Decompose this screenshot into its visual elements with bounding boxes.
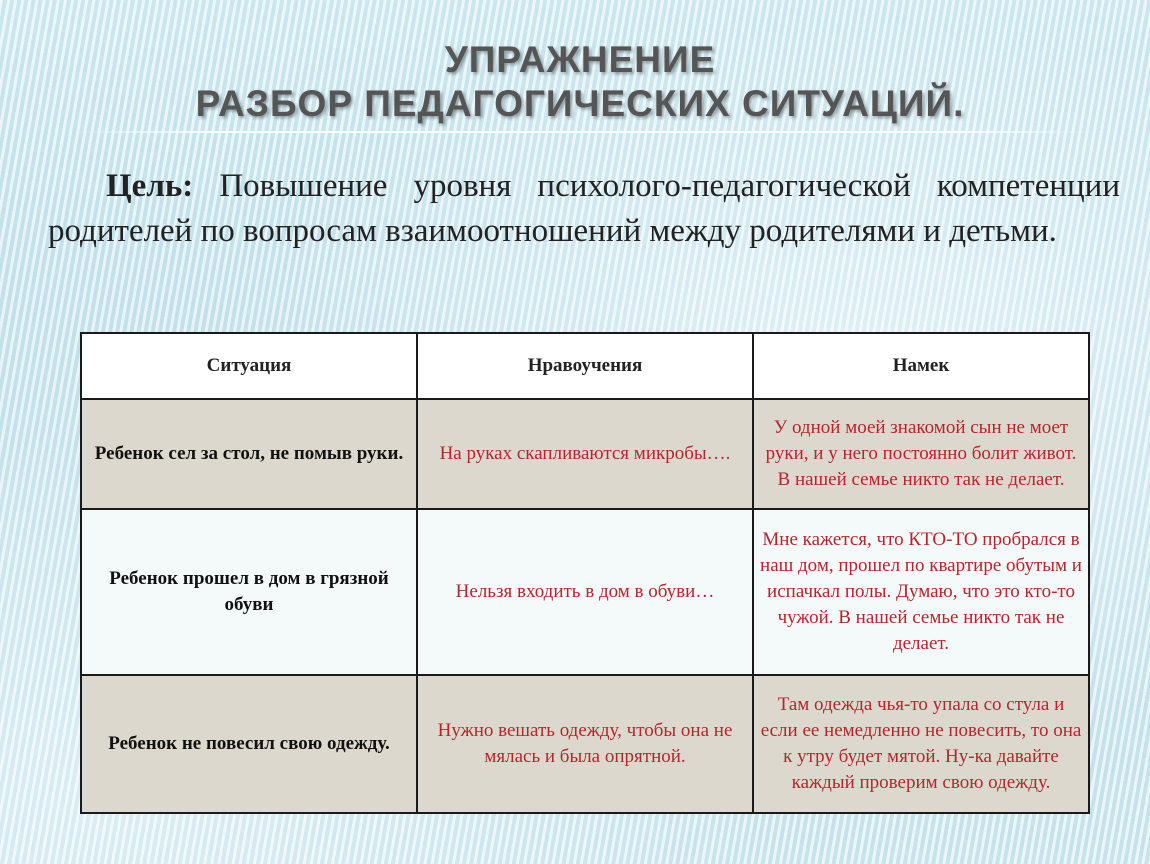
slide-title [120, 38, 1040, 126]
title-line-1: УПРАЖНЕНИЕ [444, 39, 716, 80]
situation-cell: Ребенок прошел в дом в грязной обуви [81, 509, 417, 675]
goal-label: Цель: [106, 168, 194, 204]
table-row [81, 399, 1089, 509]
moral-cell: Нужно вешать одежду, чтобы она не мялась и была опрятной. [417, 675, 753, 813]
title-line-2: РАЗБОР ПЕДАГОГИЧЕСКИХ СИТУАЦИЙ. [195, 83, 965, 124]
situation-cell: Ребенок не повесил свою одежду. [81, 675, 417, 813]
hint-cell: У одной моей знакомой сын не моет руки, и у него постоянно болит живот. В нашей семье никто так не делает. [753, 399, 1089, 509]
goal-text: Повышение уровня психолого-педагогической компетенции родителей по вопросам взаимоотношений между родителями и детьми. [48, 168, 1120, 249]
hint-cell: Мне кажется, что КТО-ТО пробрался в наш дом, прошел по квартире обутым и испачкал полы. Думаю, что это кто-то чужой. В нашей семье никто так не делает. [753, 509, 1089, 675]
situation-cell: Ребенок сел за стол, не помыв руки. [81, 399, 417, 509]
moral-cell: На руках скапливаются микробы…. [417, 399, 753, 509]
header-moral: Нравоучения [417, 333, 753, 399]
table-row [81, 675, 1089, 813]
hint-cell: Там одежда чья-то упала со стула и если ее немедленно не повесить, то она к утру будет мятой. Ну-ка давайте каждый проверим свою одежду. [753, 675, 1089, 813]
situations-table [80, 332, 1090, 814]
moral-cell: Нельзя входить в дом в обуви… [417, 509, 753, 675]
goal-paragraph [48, 164, 1120, 254]
table-header-row [81, 333, 1089, 399]
header-hint: Намек [753, 333, 1089, 399]
table-row [81, 509, 1089, 675]
header-situation: Ситуация [81, 333, 417, 399]
title-divider [70, 131, 1100, 133]
